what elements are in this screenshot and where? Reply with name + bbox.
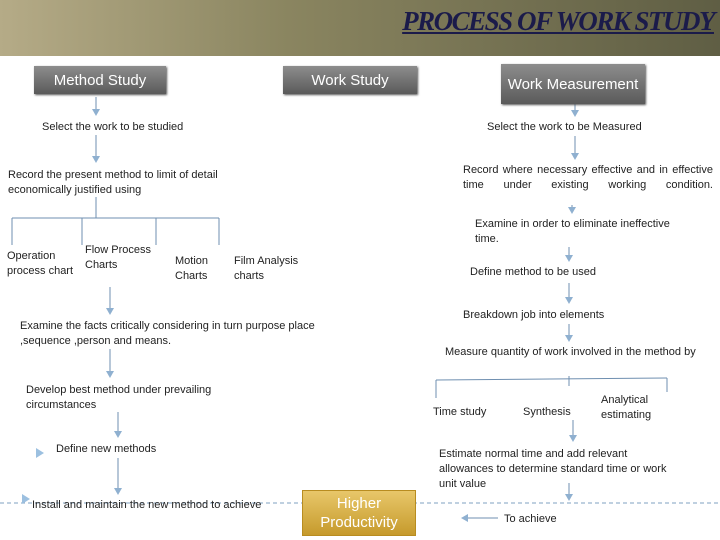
measure-step-select-work: Select the work to be Measured [487,121,642,133]
page-title: PROCESS OF WORK STUDY [402,6,714,36]
measure-step-examine: Examine in order to eliminate ineffective time. [475,218,670,245]
chart-operation-process: Operation process chart [7,250,74,277]
work-study-header: Work Study [283,66,417,94]
chart-flow-process: Flow Process Charts [85,244,152,271]
technique-branch-bar [436,378,667,380]
work-measurement-header: Work Measurement [501,64,645,104]
to-achieve-label: To achieve [504,513,557,525]
measure-step-record: Record where necessary effective and in effective time under existing working condition. [463,164,713,191]
technique-time-study: Time study [433,406,487,418]
chart-motion: Motion Charts [175,255,209,282]
method-step-install: Install and maintain the new method to achieve [32,499,262,511]
method-step-select-work: Select the work to be studied [42,121,184,133]
measure-step-estimate: Estimate normal time and add relevant allowances to determine standard time or work unit value [439,448,667,490]
measure-step-define-method: Define method to be used [470,266,596,278]
method-step-develop: Develop best method under prevailing circumstances [26,384,212,411]
higher-productivity-box: Higher Productivity [302,490,416,536]
measure-step-quantity: Measure quantity of work involved in the method by [445,346,696,358]
technique-analytical-estimating: Analytical estimating [601,394,652,421]
technique-synthesis: Synthesis [523,406,571,418]
chart-film-analysis: Film Analysis charts [234,255,299,282]
method-study-header: Method Study [34,66,166,94]
measure-step-breakdown: Breakdown job into elements [463,309,605,321]
method-step-define: Define new methods [56,443,157,455]
bullet-marker-1 [36,448,44,458]
method-step-record: Record the present method to limit of detail economically justified using [8,169,218,196]
method-step-examine: Examine the facts critically considering in turn purpose place ,sequence ,person and means. [20,320,315,347]
